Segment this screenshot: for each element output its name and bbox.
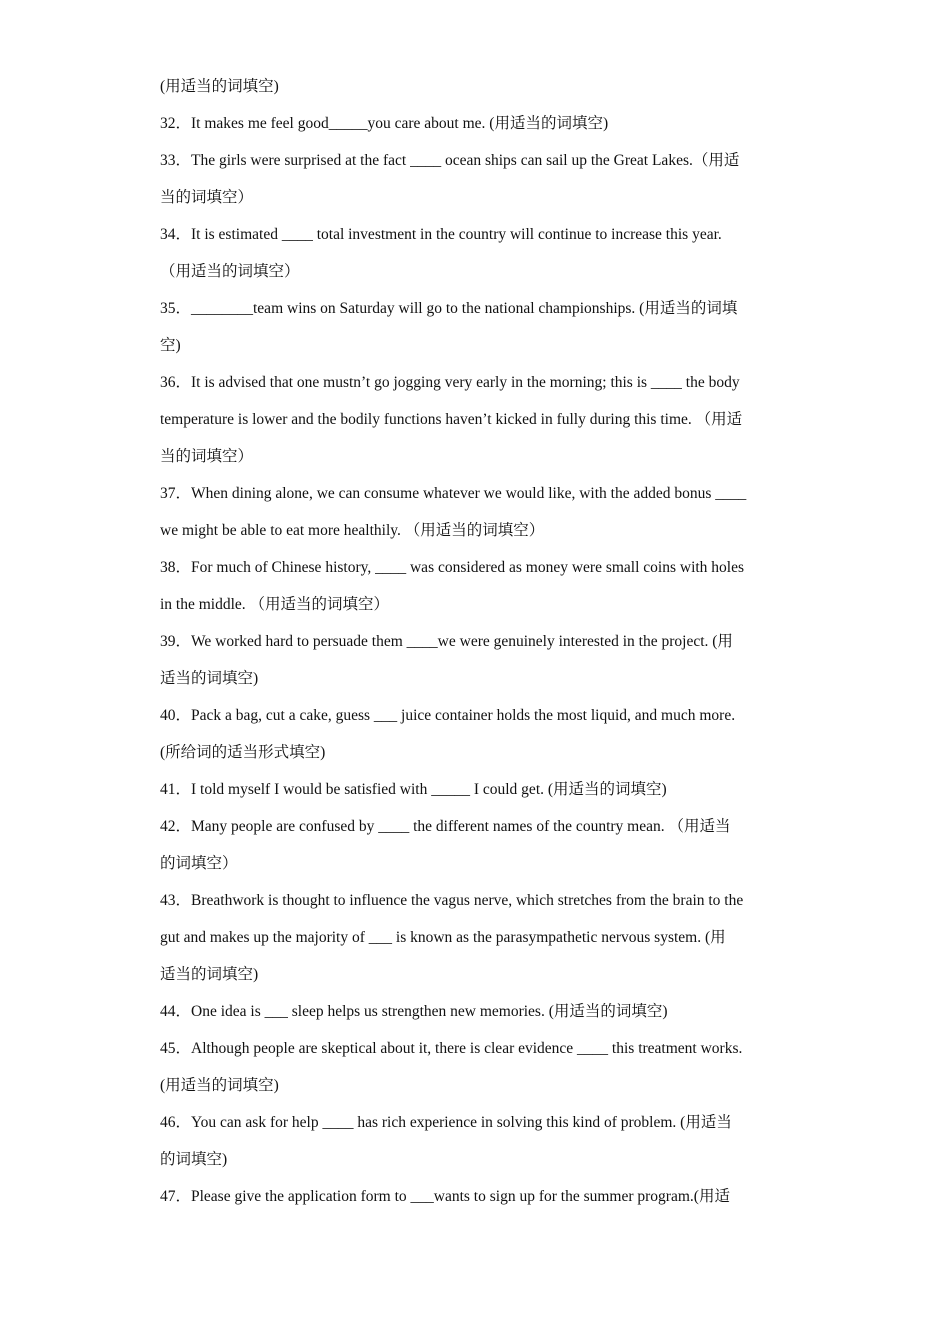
question-36: 36．It is advised that one mustn’t go jogging very early in the morning; this is ____ the body xyxy=(160,374,740,391)
text-line: 空) xyxy=(160,337,181,354)
question-40: 40．Pack a bag, cut a cake, guess ___ juice container holds the most liquid, and much more. xyxy=(160,707,736,724)
text-line: 当的词填空） xyxy=(160,189,254,206)
text-line: （用适当的词填空） xyxy=(160,263,300,280)
question-33: 33．The girls were surprised at the fact ____ ocean ships can sail up the Great Lakes.（用适 xyxy=(160,152,740,169)
question-35: 35．________team wins on Saturday will go to the national championships. (用适当的词填 xyxy=(160,300,738,317)
question-44: 44．One idea is ___ sleep helps us strengthen new memories. (用适当的词填空) xyxy=(160,1003,668,1020)
text-line: (用适当的词填空) xyxy=(160,1077,279,1094)
text-line: temperature is lower and the bodily functions haven’t kicked in fully during this time. （用适 xyxy=(160,411,743,428)
question-34: 34．It is estimated ____ total investment in the country will continue to increase this year. xyxy=(160,226,722,243)
text-line: 的词填空) xyxy=(160,1151,228,1168)
question-42: 42．Many people are confused by ____ the different names of the country mean. （用适当 xyxy=(160,818,731,835)
document-body xyxy=(160,67,792,1214)
question-45: 45．Although people are skeptical about it, there is clear evidence ____ this treatment works. xyxy=(160,1040,743,1057)
question-46: 46．You can ask for help ____ has rich experience in solving this kind of problem. (用适当 xyxy=(160,1114,732,1131)
question-39: 39．We worked hard to persuade them ____we were genuinely interested in the project. (用 xyxy=(160,633,733,650)
text-line: (用适当的词填空) xyxy=(160,78,279,95)
text-line: 适当的词填空) xyxy=(160,670,259,687)
text-line: 当的词填空） xyxy=(160,448,254,465)
text-line: 适当的词填空) xyxy=(160,966,259,983)
question-37: 37．When dining alone, we can consume whatever we would like, with the added bonus ____ xyxy=(160,485,747,502)
question-32: 32．It makes me feel good_____you care about me. (用适当的词填空) xyxy=(160,115,609,132)
question-41: 41．I told myself I would be satisfied with _____ I could get. (用适当的词填空) xyxy=(160,781,667,798)
text-line: gut and makes up the majority of ___ is known as the parasympathetic nervous system. (用 xyxy=(160,929,726,946)
text-line: in the middle. （用适当的词填空） xyxy=(160,596,390,613)
question-47: 47．Please give the application form to ___wants to sign up for the summer program.(用适 xyxy=(160,1188,730,1205)
question-38: 38．For much of Chinese history, ____ was considered as money were small coins with holes xyxy=(160,559,745,576)
text-line: 的词填空） xyxy=(160,855,238,872)
text-line: (所给词的适当形式填空) xyxy=(160,744,326,761)
question-43: 43．Breathwork is thought to influence the vagus nerve, which stretches from the brain to the xyxy=(160,892,744,909)
text-line: we might be able to eat more healthily. （用适当的词填空） xyxy=(160,522,545,539)
